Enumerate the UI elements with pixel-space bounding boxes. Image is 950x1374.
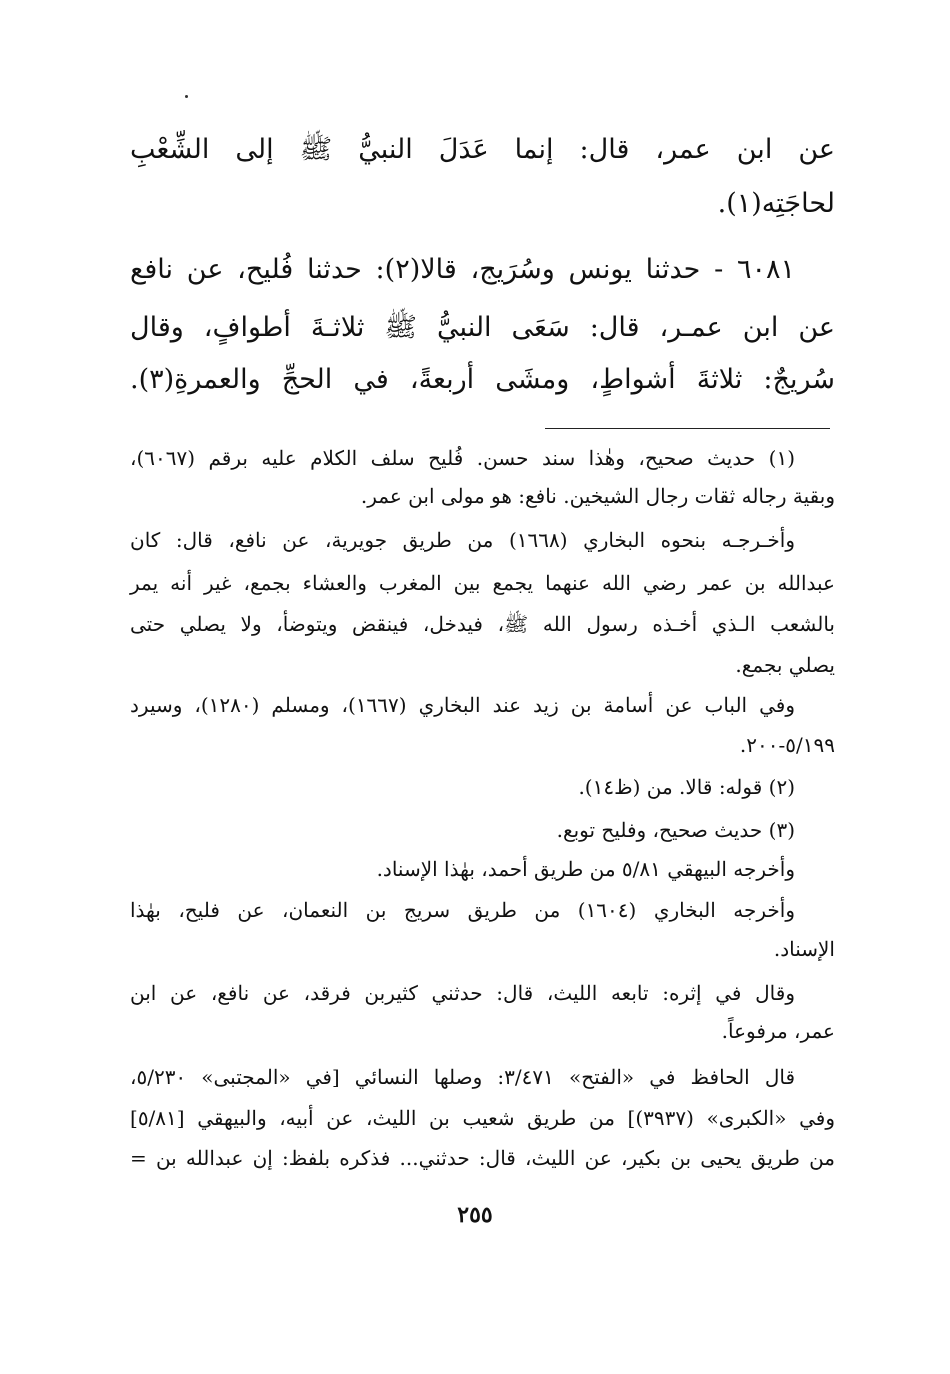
footnote-3-line-4: الإسناد.	[773, 937, 835, 961]
footnote-3-line-6: عمر، مرفوعاً.	[721, 1019, 835, 1043]
main-line-4: عن ابن عمـر، قال: سَعَى النبيُّ ﷺ ثلاثـةَ أطوافٍ، وقال	[130, 312, 835, 343]
footnote-1-line-1: (١) حديث صحيح، وهٰذا سند حسن. فُليح سلف الكلام عليه برقم (٦٠٦٧)،	[130, 446, 795, 470]
main-line-1: عن ابن عمر، قال: إنما عَدَلَ النبيُّ ﷺ إلى الشِّعْبِ	[130, 134, 835, 165]
footnote-2: (٢) قوله: قالا. من (ظ١٤).	[578, 775, 795, 799]
main-line-5: سُريجٌ: ثلاثةَ أشواطٍ، ومشَى أربعةً، في الحجِّ والعمرةِ(٣).	[130, 364, 835, 395]
stray-dot	[185, 95, 188, 98]
footnote-1-line-3: وأخـرجـه بنحوه البخاري (١٦٦٨) من طريق جويرية، عن نافع، قال: كان	[130, 528, 796, 552]
footnote-1-line-8: ٥/١٩٩-٢٠٠.	[739, 733, 835, 757]
footnote-1-line-4: عبدالله بن عمر رضي الله عنهما يجمع بين المغرب والعشاء بجمع، غير أنه يمر	[130, 571, 835, 595]
footnote-1-line-2: وبقية رجاله ثقات رجال الشيخين. نافع: هو مولى ابن عمر.	[360, 484, 835, 508]
main-line-2: لحاجَتِه(١).	[717, 188, 835, 219]
footnote-3-line-3: وأخرجه البخاري (١٦٠٤) من طريق سريج بن النعمان، عن فليح، بهٰذا	[130, 898, 795, 922]
footnote-1-line-7: وفي الباب عن أسامة بن زيد عند البخاري (١٦٦٧)، ومسلم (١٢٨٠)، وسيرد	[130, 693, 795, 717]
footnote-3-line-1: (٣) حديث صحيح، وفليح توبع.	[556, 818, 795, 842]
footnote-3-line-7: قال الحافظ في «الفتح» ٣/٤٧١: وصلها النسائي [في «المجتبى» ٥/٢٣٠،	[130, 1065, 796, 1089]
footnote-1-line-5: بالشعب الـذي أخـذه رسول الله ﷺ، فيدخل، فينقض ويتوضأ، ولا يصلي حتى	[130, 612, 835, 636]
footnote-3-line-5: وقال في إثره: تابعه الليث، قال: حدثني كثيربن فرقد، عن نافع، عن ابن	[130, 981, 795, 1005]
hadith-number-line: ٦٠٨١ - حدثنا يونس وسُرَيج، قالا(٢): حدثنا فُليح، عن نافع	[130, 254, 795, 285]
footnote-3-line-2: وأخرجه البيهقي ٥/٨١ من طريق أحمد، بهٰذا الإسناد.	[376, 857, 795, 881]
footnote-3-line-9: من طريق يحيى بن بكير، عن الليث، قال: حدثني... فذكره بلفظ: إن عبدالله بن =	[130, 1146, 835, 1170]
footnote-1-line-6: يصلي بجمع.	[735, 653, 835, 677]
footnote-separator	[545, 428, 830, 429]
footnote-3-line-8: وفي «الكبرى» (٣٩٣٧)] من طريق شعيب بن الليث، عن أبيه، والبيهقي [٥/٨١]	[130, 1106, 835, 1130]
page-number: ٢٥٥	[457, 1202, 493, 1228]
